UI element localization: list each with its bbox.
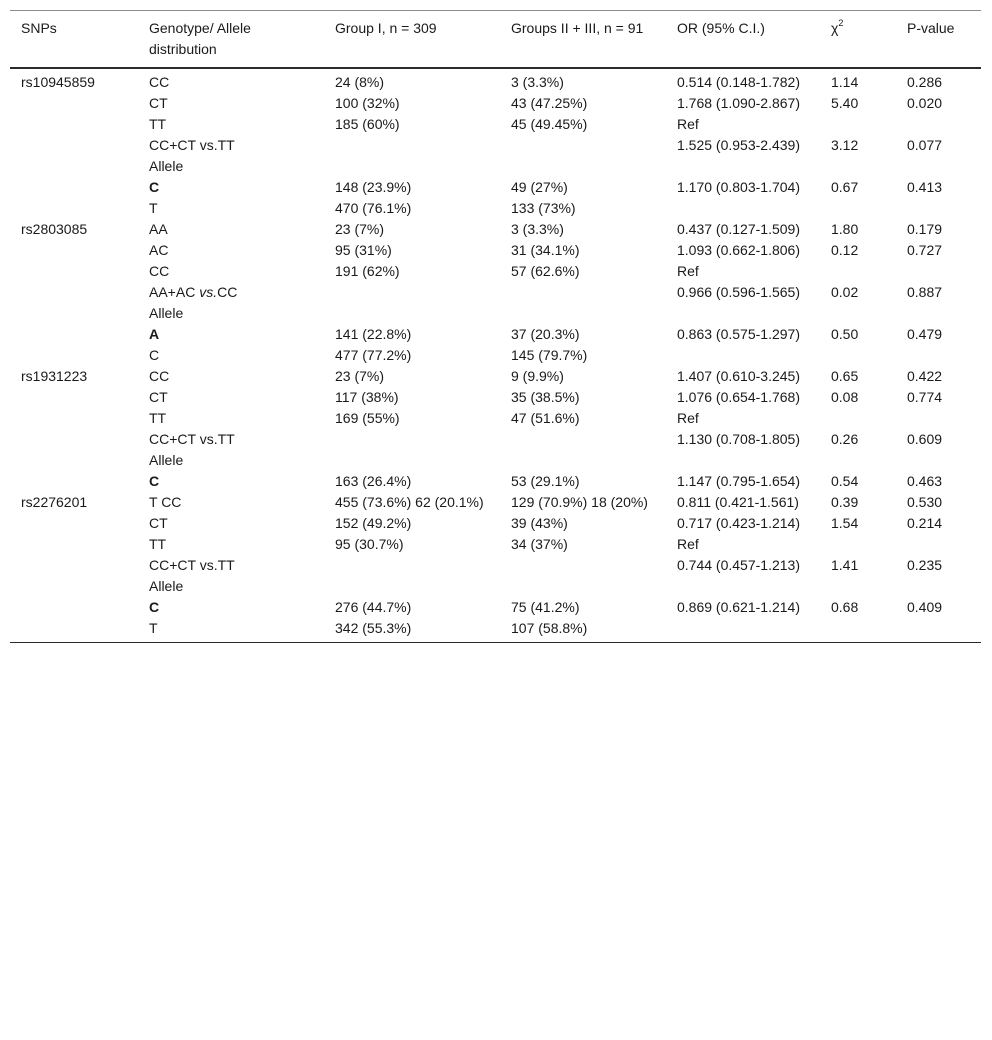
- chi-cell: [820, 450, 896, 471]
- chi-cell: 3.12: [831, 137, 859, 153]
- group1-cell: [324, 135, 500, 156]
- header-genotype: Genotype/ Allele distribution: [149, 20, 251, 57]
- group23-cell: 133 (73%): [511, 200, 576, 216]
- chi-cell: 0.02: [831, 284, 859, 300]
- group1-cell: 141 (22.8%): [335, 326, 412, 342]
- or-cell: 0.966 (0.596-1.565): [677, 284, 800, 300]
- or-cell: 1.407 (0.610-3.245): [677, 368, 800, 384]
- snp-cell: [10, 240, 138, 261]
- genotype-cell: T CC: [149, 494, 182, 510]
- p-cell: [896, 261, 981, 282]
- group1-cell: [324, 450, 500, 471]
- p-cell: [896, 408, 981, 429]
- chi-symbol: χ: [831, 20, 839, 36]
- header-snps: SNPs: [21, 20, 57, 36]
- genotype-cell: Allele: [149, 452, 184, 468]
- group1-cell: 169 (55%): [335, 410, 400, 426]
- table-row: [10, 114, 981, 135]
- table-row: [10, 198, 981, 219]
- group1-cell: 455 (73.6%) 62 (20.1%): [335, 494, 484, 510]
- genotype-cell: CT: [149, 389, 168, 405]
- or-cell: [666, 345, 820, 366]
- table-header-row: [10, 11, 981, 69]
- group23-cell: [500, 303, 666, 324]
- snp-cell: [10, 513, 138, 534]
- snp-cell: rs10945859: [21, 74, 95, 90]
- p-cell: [896, 534, 981, 555]
- snp-cell: [10, 450, 138, 471]
- group23-cell: [500, 282, 666, 303]
- chi-cell: [820, 303, 896, 324]
- snp-cell: [10, 345, 138, 366]
- p-cell: [896, 345, 981, 366]
- genotype-cell: Allele: [149, 305, 184, 321]
- table-row: [10, 450, 981, 471]
- chi-cell: 1.14: [831, 74, 859, 90]
- group23-cell: 43 (47.25%): [511, 95, 588, 111]
- table-row: [10, 471, 981, 492]
- table-row: [10, 135, 981, 156]
- or-cell: 1.147 (0.795-1.654): [677, 473, 800, 489]
- or-cell: [666, 156, 820, 177]
- genotype-cell: C: [149, 179, 160, 195]
- snp-cell: [10, 303, 138, 324]
- p-cell: [896, 576, 981, 597]
- table-row: [10, 513, 981, 534]
- table-row: [10, 324, 981, 345]
- snp-cell: rs2803085: [21, 221, 88, 237]
- p-cell: 0.409: [907, 599, 943, 615]
- chi-cell: 0.67: [831, 179, 859, 195]
- or-cell: 0.514 (0.148-1.782): [677, 74, 800, 90]
- group23-cell: 75 (41.2%): [511, 599, 580, 615]
- chi-cell: [820, 576, 896, 597]
- or-cell: 1.093 (0.662-1.806): [677, 242, 800, 258]
- table-row: [10, 93, 981, 114]
- p-cell: 0.609: [907, 431, 943, 447]
- snp-cell: [10, 135, 138, 156]
- genotype-cell: T: [149, 620, 158, 636]
- chi-cell: [820, 618, 896, 643]
- table-row: [10, 618, 981, 643]
- p-cell: 0.286: [907, 74, 943, 90]
- header-chi-square: [820, 11, 896, 69]
- group23-cell: 34 (37%): [511, 536, 568, 552]
- header-group1: Group I, n = 309: [335, 20, 437, 36]
- group23-cell: 3 (3.3%): [511, 221, 564, 237]
- p-cell: 0.020: [907, 95, 943, 111]
- group1-cell: [324, 555, 500, 576]
- group23-cell: 53 (29.1%): [511, 473, 580, 489]
- or-cell: 0.811 (0.421-1.561): [677, 494, 799, 510]
- or-cell: 0.744 (0.457-1.213): [677, 557, 800, 573]
- or-cell: [666, 576, 820, 597]
- table-row: [10, 576, 981, 597]
- chi-cell: 0.50: [831, 326, 859, 342]
- or-cell: 1.768 (1.090-2.867): [677, 95, 800, 111]
- or-cell: 0.437 (0.127-1.509): [677, 221, 800, 237]
- chi-cell: [820, 261, 896, 282]
- snp-cell: [10, 408, 138, 429]
- p-cell: 0.214: [907, 515, 943, 531]
- group23-cell: 45 (49.45%): [511, 116, 588, 132]
- genotype-vs-italic: vs.: [199, 284, 218, 300]
- snp-cell: [10, 597, 138, 618]
- snp-cell: rs1931223: [21, 368, 88, 384]
- or-cell: 0.869 (0.621-1.214): [677, 599, 800, 615]
- group1-cell: 477 (77.2%): [335, 347, 412, 363]
- chi-cell: [820, 534, 896, 555]
- snp-cell: [10, 429, 138, 450]
- p-cell: [896, 303, 981, 324]
- table-row: [10, 597, 981, 618]
- snp-cell: rs2276201: [21, 494, 88, 510]
- table-row: [10, 366, 981, 387]
- snp-cell: [10, 576, 138, 597]
- table-row: [10, 240, 981, 261]
- genotype-cell: CC+CT vs.TT: [149, 557, 235, 573]
- snp-cell: [10, 156, 138, 177]
- genotype-cell: C: [149, 599, 160, 615]
- or-cell: Ref: [677, 116, 699, 132]
- table-row: [10, 408, 981, 429]
- group23-cell: [500, 429, 666, 450]
- p-cell: 0.422: [907, 368, 943, 384]
- group1-cell: 163 (26.4%): [335, 473, 412, 489]
- group1-cell: [324, 282, 500, 303]
- genotype-cell: CC+CT vs.TT: [149, 137, 235, 153]
- p-cell: [896, 114, 981, 135]
- genotype-part: AA+AC: [149, 284, 200, 300]
- table-row: [10, 345, 981, 366]
- snp-cell: [10, 93, 138, 114]
- group23-cell: [500, 450, 666, 471]
- snp-cell: [10, 387, 138, 408]
- table-row: [10, 303, 981, 324]
- or-cell: Ref: [677, 263, 699, 279]
- header-group23: Groups II + III, n = 91: [511, 20, 644, 36]
- chi-superscript: 2: [838, 18, 844, 29]
- p-cell: 0.179: [907, 221, 943, 237]
- group23-cell: 31 (34.1%): [511, 242, 580, 258]
- snp-association-table: [10, 10, 981, 643]
- chi-cell: [820, 156, 896, 177]
- p-cell: [896, 450, 981, 471]
- genotype-cell: CT: [149, 515, 168, 531]
- header-p-value: P-value: [907, 20, 955, 36]
- p-cell: 0.727: [907, 242, 943, 258]
- or-cell: 1.525 (0.953-2.439): [677, 137, 800, 153]
- table-row: [10, 261, 981, 282]
- group1-cell: [324, 303, 500, 324]
- group23-cell: 107 (58.8%): [511, 620, 588, 636]
- group23-cell: [500, 135, 666, 156]
- genotype-cell: C: [149, 473, 160, 489]
- genotype-cell: TT: [149, 116, 167, 132]
- results-table-container: [10, 10, 981, 643]
- chi-cell: 0.12: [831, 242, 859, 258]
- or-cell: 0.863 (0.575-1.297): [677, 326, 800, 342]
- p-cell: 0.887: [907, 284, 943, 300]
- snp-cell: [10, 198, 138, 219]
- chi-cell: [820, 345, 896, 366]
- table-row: [10, 555, 981, 576]
- group1-cell: 470 (76.1%): [335, 200, 412, 216]
- group1-cell: 117 (38%): [335, 389, 399, 405]
- genotype-cell: CC: [149, 263, 170, 279]
- or-cell: 1.076 (0.654-1.768): [677, 389, 800, 405]
- genotype-cell: Allele: [149, 578, 184, 594]
- group1-cell: 152 (49.2%): [335, 515, 412, 531]
- p-cell: 0.530: [907, 494, 943, 510]
- genotype-part: CC: [217, 284, 238, 300]
- group23-cell: 57 (62.6%): [511, 263, 580, 279]
- snp-cell: [10, 261, 138, 282]
- group23-cell: 35 (38.5%): [511, 389, 580, 405]
- table-row: [10, 68, 981, 93]
- group23-cell: 37 (20.3%): [511, 326, 580, 342]
- group23-cell: [500, 555, 666, 576]
- or-cell: Ref: [677, 410, 699, 426]
- group23-cell: 129 (70.9%) 18 (20%): [511, 494, 648, 510]
- group1-cell: 95 (31%): [335, 242, 392, 258]
- chi-cell: [820, 114, 896, 135]
- snp-cell: [10, 114, 138, 135]
- group1-cell: 23 (7%): [335, 368, 385, 384]
- table-row: [10, 219, 981, 240]
- group23-cell: [500, 156, 666, 177]
- p-cell: 0.235: [907, 557, 943, 573]
- p-cell: [896, 618, 981, 643]
- chi-cell: 0.39: [831, 494, 859, 510]
- chi-cell: 1.41: [831, 557, 859, 573]
- chi-cell: [820, 408, 896, 429]
- chi-cell: [820, 198, 896, 219]
- table-row: [10, 492, 981, 513]
- p-cell: 0.413: [907, 179, 943, 195]
- group23-cell: 145 (79.7%): [511, 347, 588, 363]
- chi-cell: 0.65: [831, 368, 859, 384]
- table-row: [10, 282, 981, 303]
- p-cell: [896, 198, 981, 219]
- chi-cell: 0.08: [831, 389, 859, 405]
- genotype-cell: CC: [149, 368, 170, 384]
- group1-cell: 24 (8%): [335, 74, 385, 90]
- group1-cell: 191 (62%): [335, 263, 400, 279]
- group1-cell: 185 (60%): [335, 116, 400, 132]
- group1-cell: [324, 156, 500, 177]
- group23-cell: 3 (3.3%): [511, 74, 564, 90]
- genotype-cell: C: [149, 347, 160, 363]
- p-cell: [896, 156, 981, 177]
- group23-cell: 9 (9.9%): [511, 368, 564, 384]
- genotype-cell: TT: [149, 536, 167, 552]
- group23-cell: 49 (27%): [511, 179, 568, 195]
- or-cell: 0.717 (0.423-1.214): [677, 515, 800, 531]
- genotype-cell: AA: [149, 221, 168, 237]
- header-odds-ratio: OR (95% C.I.): [677, 20, 765, 36]
- or-cell: [666, 303, 820, 324]
- p-cell: 0.774: [907, 389, 943, 405]
- snp-cell: [10, 534, 138, 555]
- or-cell: [666, 450, 820, 471]
- group1-cell: 342 (55.3%): [335, 620, 412, 636]
- group23-cell: [500, 576, 666, 597]
- genotype-cell: T: [149, 200, 158, 216]
- snp-cell: [10, 618, 138, 643]
- or-cell: Ref: [677, 536, 699, 552]
- p-cell: 0.479: [907, 326, 943, 342]
- table-row: [10, 387, 981, 408]
- snp-cell: [10, 282, 138, 303]
- genotype-cell: CC: [149, 74, 170, 90]
- group1-cell: 148 (23.9%): [335, 179, 412, 195]
- chi-cell: 5.40: [831, 95, 859, 111]
- group23-cell: 39 (43%): [511, 515, 568, 531]
- or-cell: 1.130 (0.708-1.805): [677, 431, 800, 447]
- snp-cell: [10, 555, 138, 576]
- genotype-cell: TT: [149, 410, 167, 426]
- group23-cell: 47 (51.6%): [511, 410, 580, 426]
- genotype-cell: CC+CT vs.TT: [149, 431, 235, 447]
- chi-cell: 0.54: [831, 473, 859, 489]
- snp-cell: [10, 324, 138, 345]
- table-row: [10, 534, 981, 555]
- table-row: [10, 429, 981, 450]
- group1-cell: [324, 429, 500, 450]
- or-cell: [666, 618, 820, 643]
- or-cell: [666, 198, 820, 219]
- genotype-cell: A: [149, 326, 160, 342]
- genotype-cell: CT: [149, 95, 168, 111]
- snp-cell: [10, 177, 138, 198]
- snp-cell: [10, 471, 138, 492]
- chi-cell: 0.26: [831, 431, 859, 447]
- group1-cell: 23 (7%): [335, 221, 385, 237]
- group1-cell: 100 (32%): [335, 95, 400, 111]
- genotype-cell: Allele: [149, 158, 184, 174]
- table-row: [10, 177, 981, 198]
- chi-cell: 1.80: [831, 221, 859, 237]
- genotype-cell: AC: [149, 242, 169, 258]
- p-cell: 0.463: [907, 473, 943, 489]
- chi-cell: 1.54: [831, 515, 859, 531]
- genotype-cell: [138, 282, 324, 303]
- p-cell: 0.077: [907, 137, 943, 153]
- group1-cell: 276 (44.7%): [335, 599, 412, 615]
- table-row: [10, 156, 981, 177]
- or-cell: 1.170 (0.803-1.704): [677, 179, 800, 195]
- group1-cell: [324, 576, 500, 597]
- group1-cell: 95 (30.7%): [335, 536, 404, 552]
- chi-cell: 0.68: [831, 599, 859, 615]
